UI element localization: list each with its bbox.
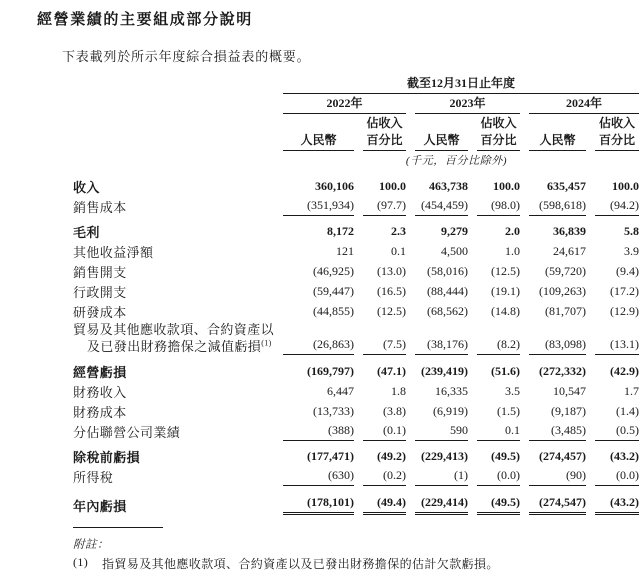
row-value: (0.0) bbox=[468, 466, 520, 486]
row-value: (177,471) bbox=[307, 449, 355, 463]
row-value: (109,263) bbox=[539, 284, 587, 298]
row-value: (3.8) bbox=[383, 404, 407, 418]
row-value: (43.2) bbox=[610, 449, 640, 463]
row-label: 所得稅 bbox=[73, 470, 114, 485]
footnotes-heading: 附註： bbox=[73, 539, 109, 551]
page-title: 經營業績的主要組成部分說明 bbox=[37, 12, 253, 28]
row-value: (83,098) bbox=[520, 321, 586, 355]
table-row bbox=[73, 221, 639, 241]
year-header-row bbox=[73, 94, 639, 114]
row-value: (630) bbox=[274, 466, 354, 486]
row-value: (0.1) bbox=[354, 421, 406, 441]
row-value: (88,444) bbox=[427, 284, 469, 298]
footnote-reference: (1) bbox=[261, 338, 272, 348]
year-2023-header: 2023年 bbox=[415, 94, 520, 114]
row-value: (274,547) bbox=[520, 495, 586, 515]
row-value: (3,485) bbox=[520, 421, 586, 441]
row-value: 2.3 bbox=[391, 224, 407, 238]
row-value: (49.5) bbox=[468, 495, 520, 515]
row-value: (26,863) bbox=[274, 321, 354, 355]
unit-note-row bbox=[73, 151, 639, 168]
row-label: 除稅前虧損 bbox=[73, 450, 141, 465]
table-header bbox=[73, 73, 639, 176]
row-value: (0.0) bbox=[586, 466, 639, 486]
unit-note: (千元，百分比除外) bbox=[405, 155, 508, 167]
rmb-2023-header: 人民幣 bbox=[415, 131, 468, 151]
row-label: 財務收入 bbox=[73, 385, 127, 400]
table-row bbox=[73, 421, 639, 441]
row-value: (19.1) bbox=[491, 284, 521, 298]
footnote-item bbox=[73, 555, 613, 572]
row-value: (6,919) bbox=[433, 404, 469, 418]
row-label: 銷售成本 bbox=[73, 200, 127, 215]
row-value: (94.2) bbox=[586, 196, 639, 216]
row-value: 100.0 bbox=[612, 179, 640, 193]
footnote-text: 指貿易及其他應收款項、合約資產以及已發出財務擔保的估計欠款虧損。 bbox=[102, 557, 499, 571]
row-label: 毛利 bbox=[73, 225, 100, 240]
table-row bbox=[73, 381, 639, 401]
row-value: 36,839 bbox=[553, 224, 587, 238]
row-value: (272,332) bbox=[539, 364, 587, 378]
table-row bbox=[73, 361, 639, 381]
row-value: (98.0) bbox=[468, 196, 520, 216]
pct-2022-header: 佔收入 百分比 bbox=[363, 114, 406, 151]
row-value: (9.4) bbox=[616, 264, 640, 278]
row-value: (97.7) bbox=[354, 196, 406, 216]
row-value: 3.5 bbox=[505, 384, 521, 398]
row-value: (16.5) bbox=[377, 284, 407, 298]
footnote-marker: (1) bbox=[73, 555, 89, 569]
row-value: (1.4) bbox=[616, 404, 640, 418]
row-value: (7.5) bbox=[354, 321, 406, 355]
row-value: (49.4) bbox=[354, 495, 406, 515]
row-value: (14.8) bbox=[491, 304, 521, 318]
row-value: 0.1 bbox=[391, 244, 407, 258]
row-value: (68,562) bbox=[427, 304, 469, 318]
row-value: 121 bbox=[336, 244, 355, 258]
row-value: 3.9 bbox=[624, 244, 640, 258]
row-value: 2.0 bbox=[505, 224, 521, 238]
row-value: (169,797) bbox=[307, 364, 355, 378]
table-body bbox=[73, 176, 639, 515]
row-value: 100.0 bbox=[379, 179, 407, 193]
header-spacer-row bbox=[73, 168, 639, 176]
table-row bbox=[73, 281, 639, 301]
year-2022-header: 2022年 bbox=[283, 94, 406, 114]
row-value: (239,419) bbox=[421, 364, 469, 378]
row-value: (388) bbox=[274, 421, 354, 441]
row-value: 0.1 bbox=[468, 421, 520, 441]
row-value: (1) bbox=[406, 466, 468, 486]
row-value: (43.2) bbox=[586, 495, 639, 515]
row-value: (81,707) bbox=[545, 304, 587, 318]
row-value: (229,413) bbox=[421, 449, 469, 463]
row-value: (90) bbox=[520, 466, 586, 486]
row-value: (59,447) bbox=[313, 284, 355, 298]
row-value: (1.5) bbox=[497, 404, 521, 418]
row-value: (274,457) bbox=[539, 449, 587, 463]
row-value: (12.5) bbox=[491, 264, 521, 278]
table-row bbox=[73, 466, 639, 486]
period-header-row bbox=[73, 73, 639, 94]
row-value: (17.2) bbox=[610, 284, 640, 298]
row-value: (0.5) bbox=[586, 421, 639, 441]
row-value: (178,101) bbox=[274, 495, 354, 515]
row-value: (51.6) bbox=[491, 364, 521, 378]
table-row bbox=[73, 321, 639, 355]
table-row bbox=[73, 241, 639, 261]
row-value: (8.2) bbox=[468, 321, 520, 355]
row-value: 5.8 bbox=[624, 224, 640, 238]
row-value: (42.9) bbox=[610, 364, 640, 378]
row-value: 10,547 bbox=[553, 384, 587, 398]
income-statement-table bbox=[73, 73, 639, 515]
row-value: (59,720) bbox=[545, 264, 587, 278]
row-label: 年內虧損 bbox=[73, 499, 127, 514]
table-row bbox=[73, 176, 639, 196]
row-label: 其他收益淨額 bbox=[73, 245, 154, 260]
row-label: 銷售開支 bbox=[73, 265, 127, 280]
row-value: 590 bbox=[406, 421, 468, 441]
period-header: 截至12月31日止年度 bbox=[283, 74, 639, 94]
row-value: (47.1) bbox=[377, 364, 407, 378]
intro-paragraph: 下表載列於所示年度綜合損益表的概要。 bbox=[62, 49, 311, 64]
table-row bbox=[73, 196, 639, 216]
row-value: 463,738 bbox=[429, 179, 469, 193]
row-value: (13.1) bbox=[586, 321, 639, 355]
row-value: 9,279 bbox=[441, 224, 469, 238]
row-value: (58,016) bbox=[427, 264, 469, 278]
row-value: 24,617 bbox=[553, 244, 587, 258]
row-value: (44,855) bbox=[313, 304, 355, 318]
row-value: 100.0 bbox=[493, 179, 521, 193]
table-row bbox=[73, 261, 639, 281]
row-label: 貿易及其他應收款項、合約資產以 及已發出財務擔保之減值虧損$^{(1)}$ bbox=[73, 322, 275, 354]
row-label: 研發成本 bbox=[73, 305, 127, 320]
row-value: (12.9) bbox=[610, 304, 640, 318]
spacer-row bbox=[73, 486, 639, 495]
row-label: 財務成本 bbox=[73, 405, 127, 420]
row-value: (454,459) bbox=[406, 196, 468, 216]
row-value: (351,934) bbox=[274, 196, 354, 216]
row-value: 1.0 bbox=[505, 244, 521, 258]
row-value: (12.5) bbox=[377, 304, 407, 318]
footnote-divider bbox=[73, 527, 163, 528]
row-value: (0.2) bbox=[354, 466, 406, 486]
row-value: (49.5) bbox=[491, 449, 521, 463]
row-value: (598,618) bbox=[520, 196, 586, 216]
row-value: 1.8 bbox=[391, 384, 407, 398]
pct-2024-header: 佔收入 百分比 bbox=[595, 114, 639, 151]
row-value: 4,500 bbox=[441, 244, 469, 258]
row-label: 行政開支 bbox=[73, 285, 127, 300]
row-label: 經營虧損 bbox=[73, 365, 127, 380]
year-2024-header: 2024年 bbox=[529, 94, 639, 114]
rmb-2022-header: 人民幣 bbox=[283, 131, 354, 151]
row-value: 1.7 bbox=[624, 384, 640, 398]
table-row bbox=[73, 301, 639, 321]
row-value: (38,176) bbox=[406, 321, 468, 355]
subheader-row bbox=[73, 114, 639, 151]
row-value: (49.2) bbox=[377, 449, 407, 463]
row-label: 分佔聯營公司業績 bbox=[73, 425, 181, 440]
row-value: (229,414) bbox=[406, 495, 468, 515]
row-value: (13.0) bbox=[377, 264, 407, 278]
row-value: 635,457 bbox=[547, 179, 587, 193]
row-value: (13,733) bbox=[313, 404, 355, 418]
pct-2023-header: 佔收入 百分比 bbox=[477, 114, 520, 151]
row-value: 8,172 bbox=[327, 224, 355, 238]
table-row bbox=[73, 401, 639, 421]
row-value: 16,335 bbox=[435, 384, 469, 398]
row-value: 6,447 bbox=[327, 384, 355, 398]
row-value: 360,106 bbox=[315, 179, 355, 193]
rmb-2024-header: 人民幣 bbox=[529, 131, 586, 151]
table-row bbox=[73, 495, 639, 515]
row-label: 收入 bbox=[73, 180, 100, 195]
table-row bbox=[73, 446, 639, 466]
row-value: (9,187) bbox=[551, 404, 587, 418]
row-value: (46,925) bbox=[313, 264, 355, 278]
